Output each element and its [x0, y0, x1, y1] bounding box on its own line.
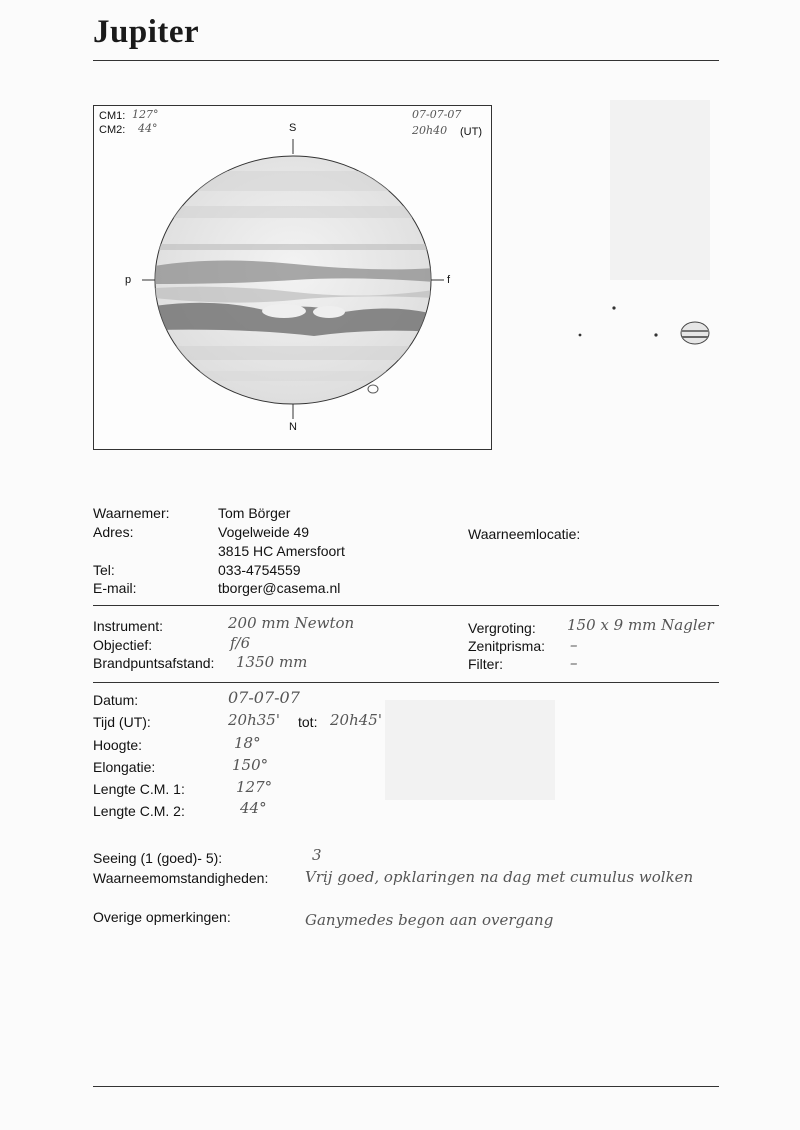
- lengte-cm2-label: Lengte C.M. 2:: [93, 803, 185, 819]
- scan-artifact: [610, 100, 710, 280]
- footer-divider: [93, 1086, 719, 1087]
- tel-value: 033-4754559: [218, 562, 301, 578]
- tot-label: tot:: [298, 714, 318, 730]
- adres-line1: Vogelweide 49: [218, 524, 310, 540]
- filter-label: Filter:: [468, 656, 503, 672]
- datum-value: 07-07-07: [228, 688, 300, 707]
- waarneemomstandigheden-label: Waarneemomstandigheden:: [93, 870, 269, 886]
- moon-dot: [579, 334, 582, 337]
- cm2-label: CM2:: [99, 124, 126, 136]
- lengte-cm2-value: 44°: [240, 799, 267, 817]
- elongatie-value: 150°: [232, 756, 269, 774]
- title-divider: [93, 60, 719, 61]
- tijd-end: 20h45': [330, 711, 382, 729]
- objectief-label: Objectief:: [93, 637, 153, 653]
- lengte-cm1-label: Lengte C.M. 1:: [93, 781, 185, 797]
- section-divider: [93, 682, 719, 683]
- drawing-date: 07-07-07: [412, 108, 462, 121]
- filter-value: –: [570, 654, 578, 672]
- lengte-cm1-value: 127°: [236, 778, 273, 796]
- moon-dot: [654, 333, 657, 336]
- cm2-value: 44°: [138, 122, 158, 135]
- page-title: Jupiter: [93, 14, 200, 50]
- instrument-value: 200 mm Newton: [228, 614, 355, 632]
- tel-label: Tel:: [93, 562, 115, 578]
- adres-line2: 3815 HC Amersfoort: [218, 543, 345, 559]
- moon-configuration-sketch: [560, 300, 720, 360]
- brandpuntsafstand-value: 1350 mm: [236, 653, 308, 671]
- preceding-marker: p: [125, 274, 132, 286]
- jupiter-disk-drawing: [94, 106, 491, 449]
- seeing-label: Seeing (1 (goed)- 5):: [93, 850, 223, 866]
- following-marker: f: [447, 274, 451, 286]
- jupiter-drawing-panel: [93, 105, 492, 450]
- elongatie-label: Elongatie:: [93, 759, 156, 775]
- cm1-value: 127°: [132, 108, 159, 121]
- tijd-start: 20h35': [228, 711, 280, 729]
- jupiter-small: [681, 322, 709, 344]
- datum-label: Datum:: [93, 692, 139, 708]
- waarnemer-label: Waarnemer:: [93, 505, 170, 521]
- overige-opmerkingen-value: Ganymedes begon aan overgang: [305, 911, 554, 929]
- seeing-value: 3: [312, 846, 322, 864]
- hoogte-label: Hoogte:: [93, 737, 143, 753]
- overige-opmerkingen-label: Overige opmerkingen:: [93, 909, 231, 925]
- north-marker: N: [289, 421, 297, 433]
- vergroting-label: Vergroting:: [468, 620, 536, 636]
- adres-label: Adres:: [93, 524, 134, 540]
- south-marker: S: [289, 122, 297, 134]
- brandpuntsafstand-label: Brandpuntsafstand:: [93, 655, 215, 671]
- drawing-time: 20h40: [412, 124, 448, 137]
- tijd-label: Tijd (UT):: [93, 714, 151, 730]
- cm1-label: CM1:: [99, 110, 126, 122]
- section-divider: [93, 605, 719, 606]
- objectief-value: f/6: [230, 634, 251, 652]
- zenitprisma-label: Zenitprisma:: [468, 638, 546, 654]
- waarnemer-value: Tom Börger: [218, 505, 291, 521]
- waarneemlocatie-label: Waarneemlocatie:: [468, 526, 581, 542]
- waarneemomstandigheden-value: Vrij goed, opklaringen na dag met cumulus wolken: [305, 868, 694, 886]
- drawing-time-unit: (UT): [460, 126, 482, 138]
- vergroting-value: 150 x 9 mm Nagler: [567, 616, 714, 634]
- instrument-label: Instrument:: [93, 618, 164, 634]
- moon-dot: [612, 306, 615, 309]
- hoogte-value: 18°: [234, 734, 261, 752]
- email-label: E-mail:: [93, 580, 137, 596]
- scan-artifact: [385, 700, 555, 800]
- email-value: tborger@casema.nl: [218, 580, 341, 596]
- zenitprisma-value: –: [570, 636, 578, 654]
